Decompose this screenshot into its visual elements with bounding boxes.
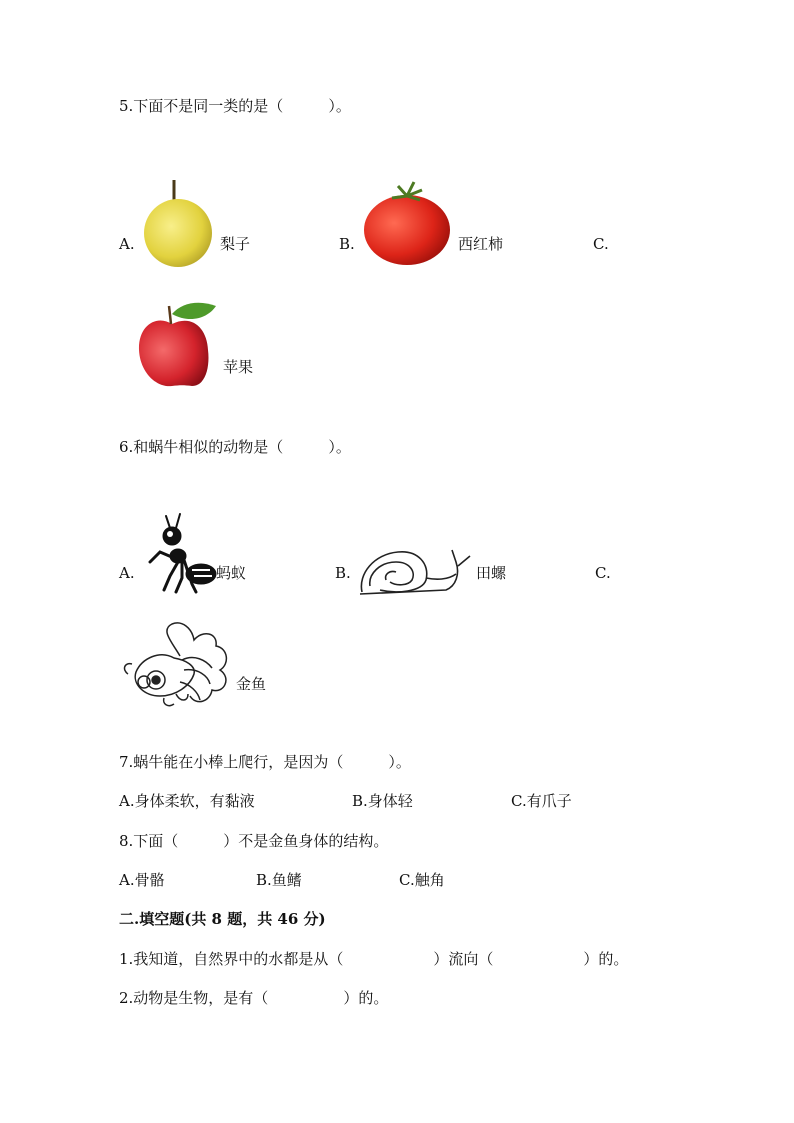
- q7-option-a: A.身体柔软，有黏液: [119, 792, 255, 810]
- q8-option-a: A.骨骼: [119, 871, 165, 889]
- ant-image: [148, 512, 218, 596]
- q5-question: 5.下面不是同一类的是（ ）。: [119, 97, 351, 115]
- apple-image: [136, 300, 222, 390]
- q7-option-b: B.身体轻: [352, 792, 413, 810]
- snail-image: [356, 540, 472, 598]
- q5-option-b-label: 西红柿: [458, 235, 504, 253]
- q8-option-b: B.鱼鳍: [256, 871, 302, 889]
- goldfish-image: [120, 620, 232, 710]
- q6-option-a-label: 蚂蚁: [216, 564, 247, 582]
- fill-blank-item-2: 2.动物是生物，是有（ ）的。: [119, 989, 389, 1007]
- pear-image: [142, 178, 218, 270]
- tomato-image: [362, 178, 452, 268]
- q8-question: 8.下面（ ）不是金鱼身体的结构。: [119, 832, 389, 850]
- q5-option-a-letter: A.: [119, 235, 135, 253]
- q5-option-a-label: 梨子: [220, 235, 251, 253]
- q5-option-c-label: 苹果: [223, 358, 254, 376]
- q5-option-c-letter: C.: [593, 235, 609, 253]
- q6-option-c-letter: C.: [595, 564, 611, 582]
- q5-option-b-letter: B.: [339, 235, 355, 253]
- q6-option-a-letter: A.: [119, 564, 135, 582]
- q6-option-b-letter: B.: [335, 564, 351, 582]
- q6-option-c-label: 金鱼: [236, 675, 267, 693]
- q6-option-b-label: 田螺: [476, 564, 507, 582]
- q7-question: 7.蜗牛能在小棒上爬行，是因为（ ）。: [119, 753, 411, 771]
- q6-question: 6.和蜗牛相似的动物是（ ）。: [119, 438, 351, 456]
- q7-option-c: C.有爪子: [511, 792, 572, 810]
- fill-blank-item-1: 1.我知道，自然界中的水都是从（ ）流向（ ）的。: [119, 950, 629, 968]
- section2-heading: 二.填空题(共 8 题，共 46 分): [119, 910, 326, 928]
- q8-option-c: C.触角: [399, 871, 445, 889]
